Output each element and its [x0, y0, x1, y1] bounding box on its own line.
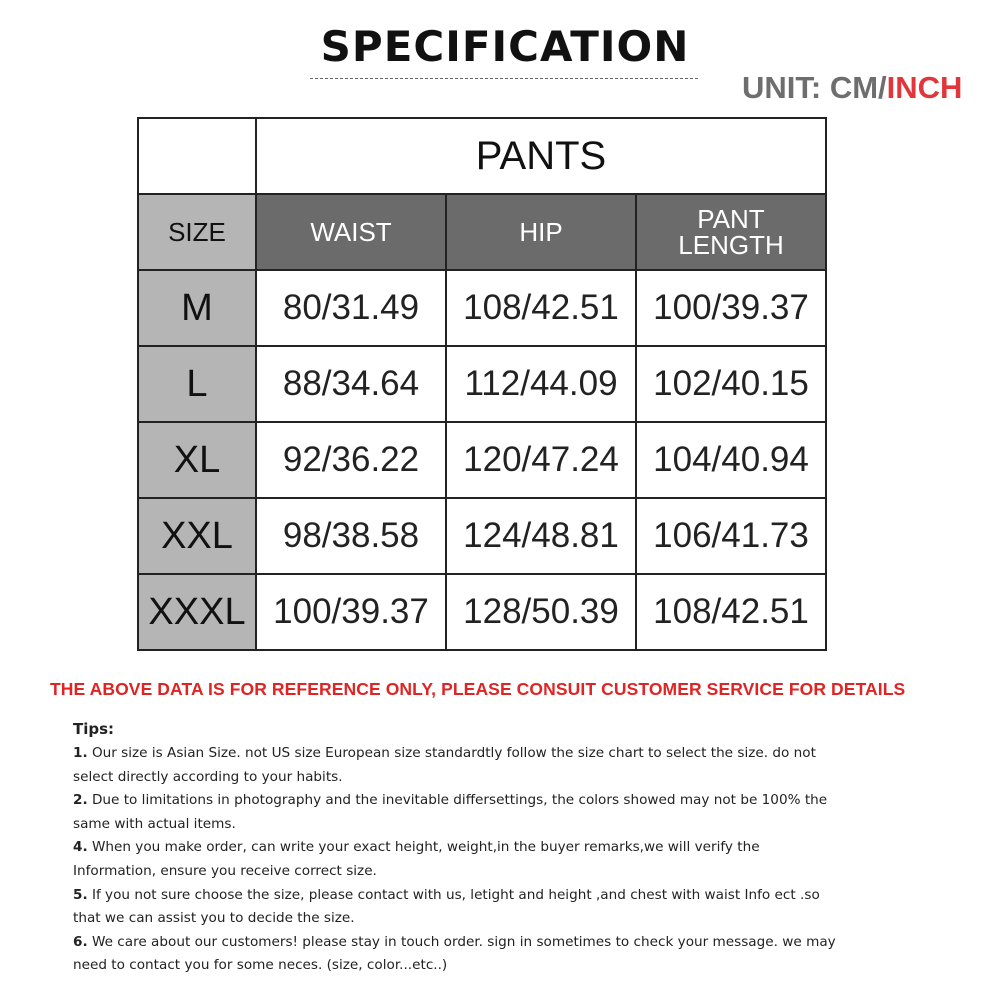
- column-header-hip: HIP: [446, 194, 636, 270]
- tip-number: 4.: [73, 839, 88, 856]
- waist-cell: 100/39.37: [256, 574, 446, 650]
- size-chart-table: [137, 117, 827, 651]
- size-cell: L: [138, 346, 256, 422]
- table-row: [138, 346, 826, 422]
- unit-inch: INCH: [886, 70, 963, 105]
- size-cell: M: [138, 270, 256, 346]
- waist-cell: 88/34.64: [256, 346, 446, 422]
- tips-heading: Tips:: [73, 720, 115, 738]
- table-row: [138, 422, 826, 498]
- pant-length-cell: 108/42.51: [636, 574, 826, 650]
- tip-item: [73, 931, 843, 978]
- waist-cell: 92/36.22: [256, 422, 446, 498]
- column-header-pant-length: PANT LENGTH: [636, 194, 826, 270]
- pant-length-cell: 100/39.37: [636, 270, 826, 346]
- tip-number: 2.: [73, 792, 88, 809]
- reference-notice: THE ABOVE DATA IS FOR REFERENCE ONLY, PLEASE CONSUIT CUSTOMER SERVICE FOR DETAILS: [50, 679, 906, 699]
- size-column-header: SIZE: [138, 194, 256, 270]
- column-header-waist: WAIST: [256, 194, 446, 270]
- tip-number: 5.: [73, 886, 88, 903]
- size-cell: XXXL: [138, 574, 256, 650]
- pant-length-cell: 104/40.94: [636, 422, 826, 498]
- tip-text: When you make order, can write your exact height, weight,in the buyer remarks,we will verify the Information, ensure you receive correct size.: [73, 839, 760, 879]
- tip-number: 6.: [73, 933, 88, 950]
- hip-cell: 120/47.24: [446, 422, 636, 498]
- waist-cell: 80/31.49: [256, 270, 446, 346]
- tips-list: [73, 742, 843, 978]
- tip-number: 1.: [73, 745, 88, 761]
- tip-item: [73, 742, 843, 789]
- table-corner-cell: [138, 118, 256, 194]
- hip-cell: 124/48.81: [446, 498, 636, 574]
- waist-cell: 98/38.58: [256, 498, 446, 574]
- size-cell: XXL: [138, 498, 256, 574]
- unit-cm: UNIT: CM/: [742, 70, 887, 105]
- title-divider: [310, 78, 698, 79]
- unit-label: [742, 70, 962, 106]
- pant-length-cell: 106/41.73: [636, 498, 826, 574]
- tip-item: [73, 836, 843, 883]
- pant-length-cell: 102/40.15: [636, 346, 826, 422]
- tip-text: Our size is Asian Size. not US size European size standardtly follow the size chart to select the size. do not select directly according to your habits.: [73, 745, 816, 785]
- table-row: [138, 574, 826, 650]
- tip-text: If you not sure choose the size, please contact with us, letight and height ,and chest with waist Info ect .so that we can assist you to decide the size.: [73, 886, 820, 927]
- size-cell: XL: [138, 422, 256, 498]
- hip-cell: 108/42.51: [446, 270, 636, 346]
- tip-text: Due to limitations in photography and the inevitable differsettings, the colors showed may not be 100% the same with actual items.: [73, 792, 828, 832]
- hip-cell: 128/50.39: [446, 574, 636, 650]
- table-row: [138, 270, 826, 346]
- table-group-header: PANTS: [256, 118, 826, 194]
- page-title: SPECIFICATION: [320, 22, 690, 71]
- tip-item: [73, 884, 843, 931]
- table-row: [138, 498, 826, 574]
- tip-item: [73, 789, 843, 836]
- hip-cell: 112/44.09: [446, 346, 636, 422]
- tip-text: We care about our customers! please stay in touch order. sign in sometimes to check your message. we may need to contact you for some neces. (size, color...etc..): [73, 933, 836, 974]
